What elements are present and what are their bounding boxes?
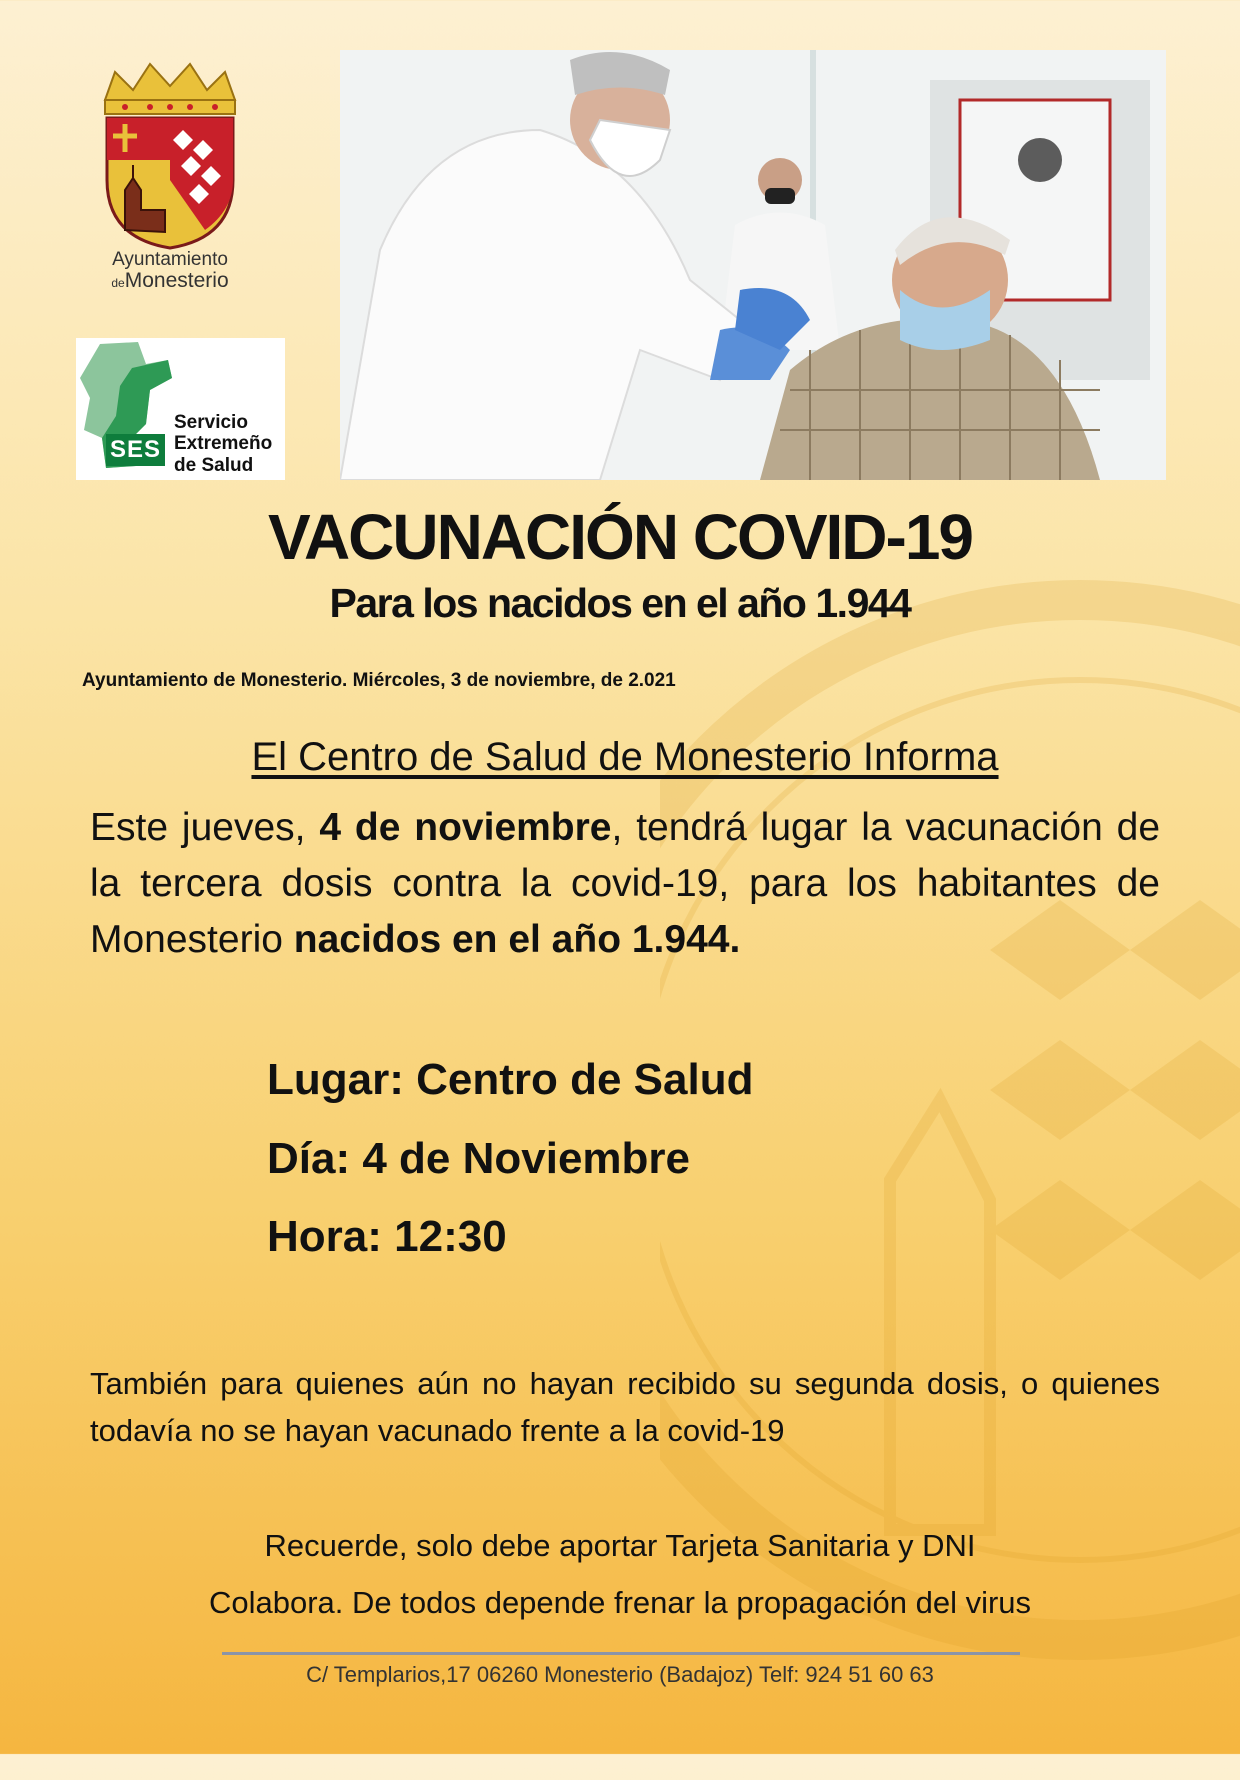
- informa-heading: El Centro de Salud de Monesterio Informa: [251, 735, 999, 779]
- footer-divider: [222, 1652, 1020, 1655]
- ses-logo: [76, 338, 285, 480]
- ses-text-line3: de Salud: [174, 454, 254, 476]
- dateline: Ayuntamiento de Monesterio. Miércoles, 3 de noviembre, de 2.021: [82, 670, 676, 691]
- crest-caption-monesterio: Monesterio: [124, 268, 229, 292]
- crest-caption-de: de: [111, 275, 125, 290]
- collaborate-text: Colabora. De todos depende frenar la propagación del virus: [208, 1585, 1032, 1620]
- footer-address: C/ Templarios,17 06260 Monesterio (Badajoz) Telf: 924 51 60 63: [306, 1662, 934, 1687]
- also-paragraph: También para quienes aún no hayan recibido su segunda dosis, o quienes todavía no se hayan vacunado frente a la covid-19: [90, 1366, 1160, 1448]
- paragraph-birth-year: nacidos en el año 1.944.: [293, 918, 741, 961]
- subtitle: Para los nacidos en el año 1.944: [329, 580, 911, 626]
- ses-text-line1: Servicio: [174, 412, 248, 433]
- schedule-time: Hora: 12:30: [267, 1212, 507, 1261]
- paragraph-text-2: , tendrá lugar la vacunación de la tercera dosis contra la covid-19, para los habitantes de Monesterio: [90, 806, 1161, 961]
- schedule-day: Día: 4 de Noviembre: [267, 1134, 691, 1183]
- schedule-place: Lugar: Centro de Salud: [267, 1055, 754, 1104]
- paragraph-text-1: Este jueves,: [90, 806, 320, 849]
- paragraph-date: 4 de noviembre: [319, 806, 612, 849]
- announcement-paragraph: [90, 800, 1160, 968]
- vaccination-photo: [340, 50, 1166, 480]
- ses-text-line2: Extremeño: [174, 433, 273, 455]
- crest-caption: [80, 250, 260, 292]
- main-title: VACUNACIÓN COVID-19: [268, 501, 972, 573]
- reminder-text: Recuerde, solo debe aportar Tarjeta Sanitaria y DNI: [264, 1528, 976, 1563]
- crest-caption-line1: Ayuntamiento: [112, 249, 228, 270]
- ses-logo-text: [174, 412, 272, 476]
- monesterio-crest-logo: [95, 60, 245, 250]
- ses-badge: SES: [106, 434, 165, 466]
